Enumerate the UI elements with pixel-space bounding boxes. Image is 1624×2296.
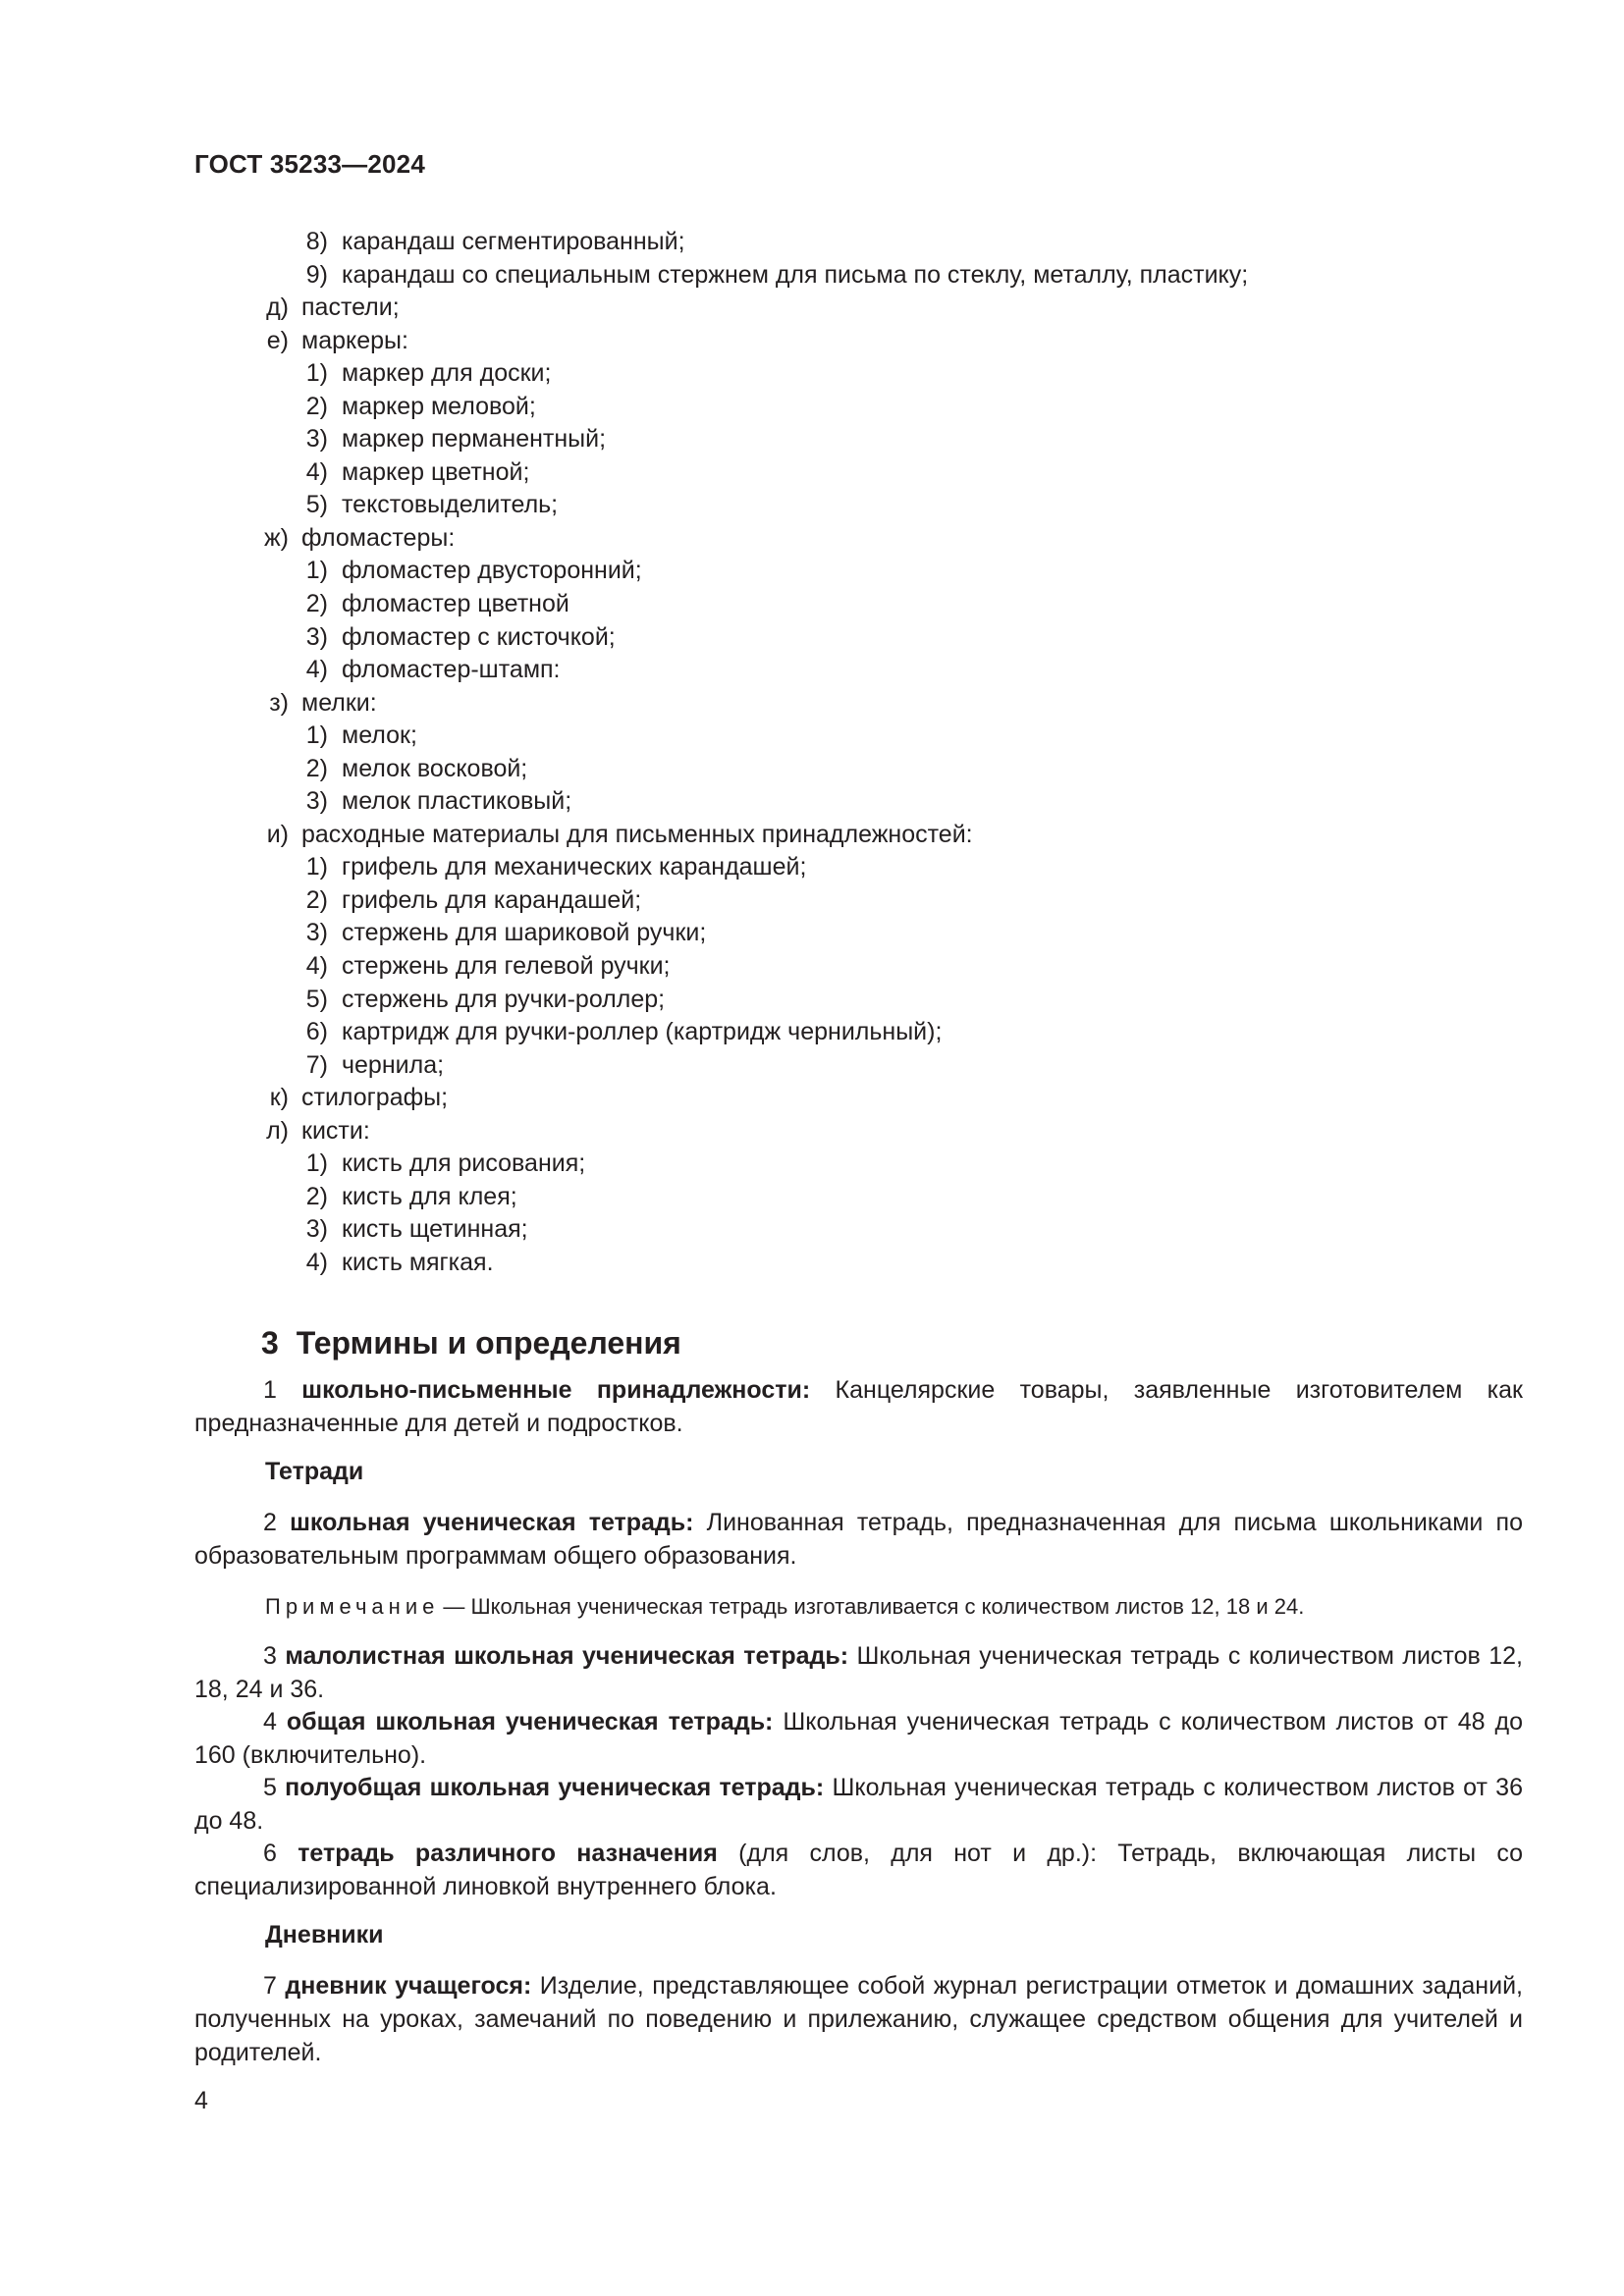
list-item xyxy=(0,292,1624,325)
list-item xyxy=(0,785,1624,819)
list-item-marker: 1) xyxy=(305,721,328,750)
term-definition: Изделие, представляющее собой журнал регистрации отметок и домашних заданий, полученных на уроках, замечаний по поведению и прилежанию, служащее средством общения для учителей и родителей. xyxy=(194,1972,1523,2066)
list-item-text: пастели; xyxy=(301,294,400,322)
term-name: тетрадь различного назначения xyxy=(298,1840,718,1867)
list-item-marker: 5) xyxy=(305,985,328,1013)
list-item xyxy=(0,1082,1624,1115)
list-item-marker: 8) xyxy=(305,228,328,255)
list-item-text: расходные материалы для письменных принадлежностей: xyxy=(301,820,973,848)
subheading-diaries: Дневники xyxy=(265,1921,384,1949)
list-item-text: фломастер цветной xyxy=(342,590,569,618)
list-item-text: фломастер-штамп: xyxy=(342,656,561,684)
list-item-text: мелок пластиковый; xyxy=(342,787,572,816)
term-number: 6 xyxy=(263,1840,277,1867)
list-item-marker: 2) xyxy=(305,1182,328,1210)
list-item xyxy=(0,1213,1624,1247)
term-number: 5 xyxy=(263,1774,277,1801)
list-item xyxy=(0,950,1624,984)
list-item-text: стилографы; xyxy=(301,1084,449,1112)
enumerated-list xyxy=(0,226,1624,1280)
list-item-text: мелок восковой; xyxy=(342,754,528,782)
list-item-text: кисть щетинная; xyxy=(342,1215,528,1244)
list-item xyxy=(0,654,1624,687)
list-item-marker: 3) xyxy=(305,787,328,816)
list-item-marker: 1) xyxy=(305,1149,328,1178)
list-item-marker: 4) xyxy=(305,457,328,486)
list-item-marker: 1) xyxy=(305,557,328,585)
list-item-text: стержень для ручки-роллер; xyxy=(342,985,666,1013)
list-item-text: мелок; xyxy=(342,721,417,750)
section-title: Термины и определения xyxy=(296,1325,681,1361)
list-item-marker: е) xyxy=(266,326,289,354)
term-2 xyxy=(194,1506,1523,1573)
list-item-text: кисти: xyxy=(301,1116,370,1145)
list-item-text: чернила; xyxy=(342,1050,445,1079)
list-item-marker: 2) xyxy=(305,754,328,782)
term-7 xyxy=(194,1969,1523,2069)
term-number: 1 xyxy=(263,1376,277,1404)
term-definition: Канцелярские товары, заявленные изготовителем как предназначенные для детей и подростков. xyxy=(194,1376,1523,1437)
list-item xyxy=(0,555,1624,588)
list-item-text: кисть для рисования; xyxy=(342,1149,586,1178)
list-item-text: маркер для доски; xyxy=(342,359,552,388)
list-item xyxy=(0,489,1624,522)
term-3 xyxy=(194,1639,1523,1706)
list-item-text: мелки: xyxy=(301,688,377,717)
list-item xyxy=(0,1148,1624,1181)
list-item-marker: 5) xyxy=(305,491,328,519)
list-item xyxy=(0,588,1624,621)
term-1 xyxy=(194,1373,1523,1440)
list-item-marker: 4) xyxy=(305,1248,328,1276)
list-item-text: фломастеры: xyxy=(301,523,456,552)
term-number: 3 xyxy=(263,1642,277,1670)
list-item-marker: 6) xyxy=(305,1018,328,1046)
list-item xyxy=(0,917,1624,950)
term-6 xyxy=(194,1837,1523,1903)
list-item xyxy=(0,720,1624,753)
list-item-marker: 9) xyxy=(305,260,328,289)
list-item xyxy=(0,1049,1624,1083)
list-item-marker: 1) xyxy=(305,853,328,881)
list-item xyxy=(0,1115,1624,1148)
section-number: 3 xyxy=(261,1325,279,1361)
list-item-text: грифель для карандашей; xyxy=(342,885,642,914)
list-item-text: карандаш со специальным стержнем для письма по стеклу, металлу, пластику; xyxy=(342,260,1249,289)
list-item-text: текстовыделитель; xyxy=(342,491,559,519)
list-item-marker: 3) xyxy=(305,919,328,947)
list-item xyxy=(0,621,1624,655)
term-4 xyxy=(194,1705,1523,1772)
list-item-text: кисть для клея; xyxy=(342,1182,517,1210)
list-item-marker: л) xyxy=(266,1116,289,1145)
list-item xyxy=(0,226,1624,259)
list-item-text: фломастер с кисточкой; xyxy=(342,622,616,651)
list-item-marker: ж) xyxy=(263,523,289,552)
list-item-text: стержень для гелевой ручки; xyxy=(342,952,671,981)
list-item xyxy=(0,1181,1624,1214)
note-label: Примечание xyxy=(265,1594,440,1619)
list-item-text: стержень для шариковой ручки; xyxy=(342,919,707,947)
list-item-marker: 3) xyxy=(305,622,328,651)
term-name: школьная ученическая тетрадь: xyxy=(290,1509,694,1536)
list-item-text: маркер цветной; xyxy=(342,457,530,486)
list-item-text: грифель для механических карандашей; xyxy=(342,853,807,881)
list-item-text: фломастер двусторонний; xyxy=(342,557,642,585)
list-item-marker: 1) xyxy=(305,359,328,388)
list-item xyxy=(0,259,1624,293)
list-item xyxy=(0,1247,1624,1280)
term-name: малолистная школьная ученическая тетрадь: xyxy=(285,1642,849,1670)
list-item-marker: и) xyxy=(266,820,289,848)
term-name: общая школьная ученическая тетрадь: xyxy=(286,1708,774,1735)
section-heading xyxy=(261,1325,681,1362)
list-item-marker: 2) xyxy=(305,885,328,914)
list-item-marker: 4) xyxy=(305,952,328,981)
list-item xyxy=(0,984,1624,1017)
list-item-marker: 7) xyxy=(305,1050,328,1079)
list-item-text: картридж для ручки-роллер (картридж чернильный); xyxy=(342,1018,943,1046)
list-item-marker: к) xyxy=(269,1084,289,1112)
list-item xyxy=(0,391,1624,424)
list-item xyxy=(0,357,1624,391)
list-item-text: маркеры: xyxy=(301,326,408,354)
list-item xyxy=(0,687,1624,721)
page-number: 4 xyxy=(194,2087,208,2114)
list-item-marker: д) xyxy=(266,294,289,322)
term-number: 2 xyxy=(263,1509,277,1536)
note-text: — Школьная ученическая тетрадь изготавливается с количеством листов 12, 18 и 24. xyxy=(443,1594,1305,1619)
list-item-text: кисть мягкая. xyxy=(342,1248,494,1276)
term-definition: Линованная тетрадь, предназначенная для письма школьниками по образовательным программам общего образования. xyxy=(194,1509,1523,1570)
list-item xyxy=(0,325,1624,358)
list-item xyxy=(0,1016,1624,1049)
list-item xyxy=(0,456,1624,490)
term-5 xyxy=(194,1771,1523,1838)
list-item-marker: 3) xyxy=(305,425,328,454)
term-number: 7 xyxy=(263,1972,277,2000)
list-item-marker: з) xyxy=(269,688,289,717)
list-item xyxy=(0,753,1624,786)
list-item xyxy=(0,884,1624,918)
list-item-marker: 2) xyxy=(305,392,328,420)
list-item-marker: 4) xyxy=(305,656,328,684)
term-number: 4 xyxy=(263,1708,277,1735)
document-header: ГОСТ 35233—2024 xyxy=(194,149,425,179)
term-name: полуобщая школьная ученическая тетрадь: xyxy=(285,1774,825,1801)
list-item xyxy=(0,819,1624,852)
term-definition: Школьная ученическая тетрадь с количеством листов от 48 до 160 (включительно). xyxy=(194,1708,1524,1769)
list-item-text: маркер перманентный; xyxy=(342,425,607,454)
list-item-text: карандаш сегментированный; xyxy=(342,228,685,255)
list-item xyxy=(0,423,1624,456)
term-definition: Школьная ученическая тетрадь с количеством листов 12, 18, 24 и 36. xyxy=(194,1642,1523,1703)
term-definition: Школьная ученическая тетрадь с количеством листов от 36 до 48. xyxy=(194,1774,1523,1835)
list-item-marker: 2) xyxy=(305,590,328,618)
list-item-text: маркер меловой; xyxy=(342,392,536,420)
term-name: школьно-письменные принадлежности: xyxy=(301,1376,811,1404)
term-name: дневник учащегося: xyxy=(285,1972,532,2000)
list-item xyxy=(0,522,1624,556)
term-definition: (для слов, для нот и др.): Тетрадь, включающая листы со специализированной линовкой внутреннего блока. xyxy=(194,1840,1524,1900)
list-item-marker: 3) xyxy=(305,1215,328,1244)
note xyxy=(265,1592,1304,1622)
subheading-notebooks: Тетради xyxy=(265,1458,364,1485)
list-item xyxy=(0,851,1624,884)
